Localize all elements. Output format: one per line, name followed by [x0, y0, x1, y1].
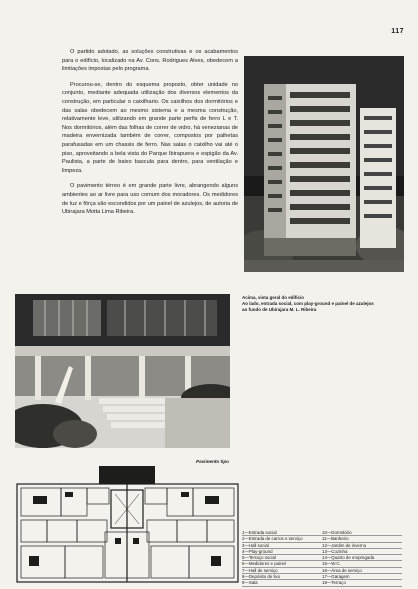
caption-line-3: ao fundo de Ubirajara M. L. Ribeira [242, 307, 317, 313]
legend-item: 3—Hall social [242, 543, 322, 549]
legend-item: 13—Cozinha [322, 549, 402, 555]
caption-line-2: Ao lado, entrada social, com play-ground e painel de azulejos [242, 301, 374, 307]
legend-item: 10—Dormitório [322, 530, 402, 536]
floor-plan [15, 466, 240, 584]
legend-item: 9—Sala [242, 580, 322, 586]
paragraph-3: O pavimento térreo é em grande parte livre, abrangendo alguns ambientes ao ar livre para uso comum dos moradores. Os medidores de luz e fôrça são escondidos por um painel de azulejos, de autoria de Ubirajara Motta Lima Ribeira. [62, 183, 238, 216]
legend-column-right [322, 530, 402, 587]
legend-item: 6—Medidores e painel [242, 561, 322, 567]
legend-item: 17—Garagem [322, 574, 402, 580]
legend-item: 8—Depósito de lixo [242, 574, 322, 580]
plan-title: Pavimento tipo [196, 459, 229, 464]
legend-item: 11—Banheiro [322, 536, 402, 542]
article-text [62, 48, 238, 224]
legend-item: 5—Terraço social [242, 555, 322, 561]
legend-item: 1—Entrada social [242, 530, 322, 536]
legend-item: 15—W.C. [322, 561, 402, 567]
paragraph-1: O partido adotado, as soluções construtivas e os acabamentos para o edifício, localizado na Av. Cons. Rodrigues Alves, obedecem a limitações impostas pelo programa. [62, 49, 238, 73]
legend-item: 14—Quarto de empregada [322, 555, 402, 561]
legend-item: 2—Entrada de carros e serviço [242, 536, 322, 542]
paragraph-2: Procurou-se, dentro do esquema proposto, obter unidade no conjunto, mediante adequada utilização dos diversos elementos da construção, em particular o caixilhario. Os caixilhos dos dormitórios e das salas obedecem ao mesmo sistema e a mesma construção, relativamente leve, utilizando em grande parte perfis de ferro L e T. Nos dormitórios, além das folhas de correr de vidro, há venezianas de madeira envernizada também de correr, compostos por palhetas parafusadas em um chassis de ferro. Nas salas o caixilho vai até o piso, aproveitando a bela vista do Parque Ibirapuera e espigão da Av. Paulista, a parte de baixo bascula para dentro, para ventilação e limpeza. [62, 81, 238, 174]
legend-item: 18—Terraço [322, 580, 402, 586]
page-number: 117 [391, 28, 404, 35]
building-photo [244, 56, 404, 272]
legend-item: 4—Play-ground [242, 549, 322, 555]
plan-legend [242, 530, 402, 587]
legend-item: 7—Hall de serviço [242, 568, 322, 574]
entrance-photo [15, 294, 230, 448]
legend-item: 16—Área de serviço [322, 568, 402, 574]
legend-item: 12—Jardim de inverno [322, 543, 402, 549]
legend-column-left [242, 530, 322, 587]
caption-line-1: Acima, vista geral do edifício [242, 295, 305, 300]
photo-caption [242, 295, 402, 314]
